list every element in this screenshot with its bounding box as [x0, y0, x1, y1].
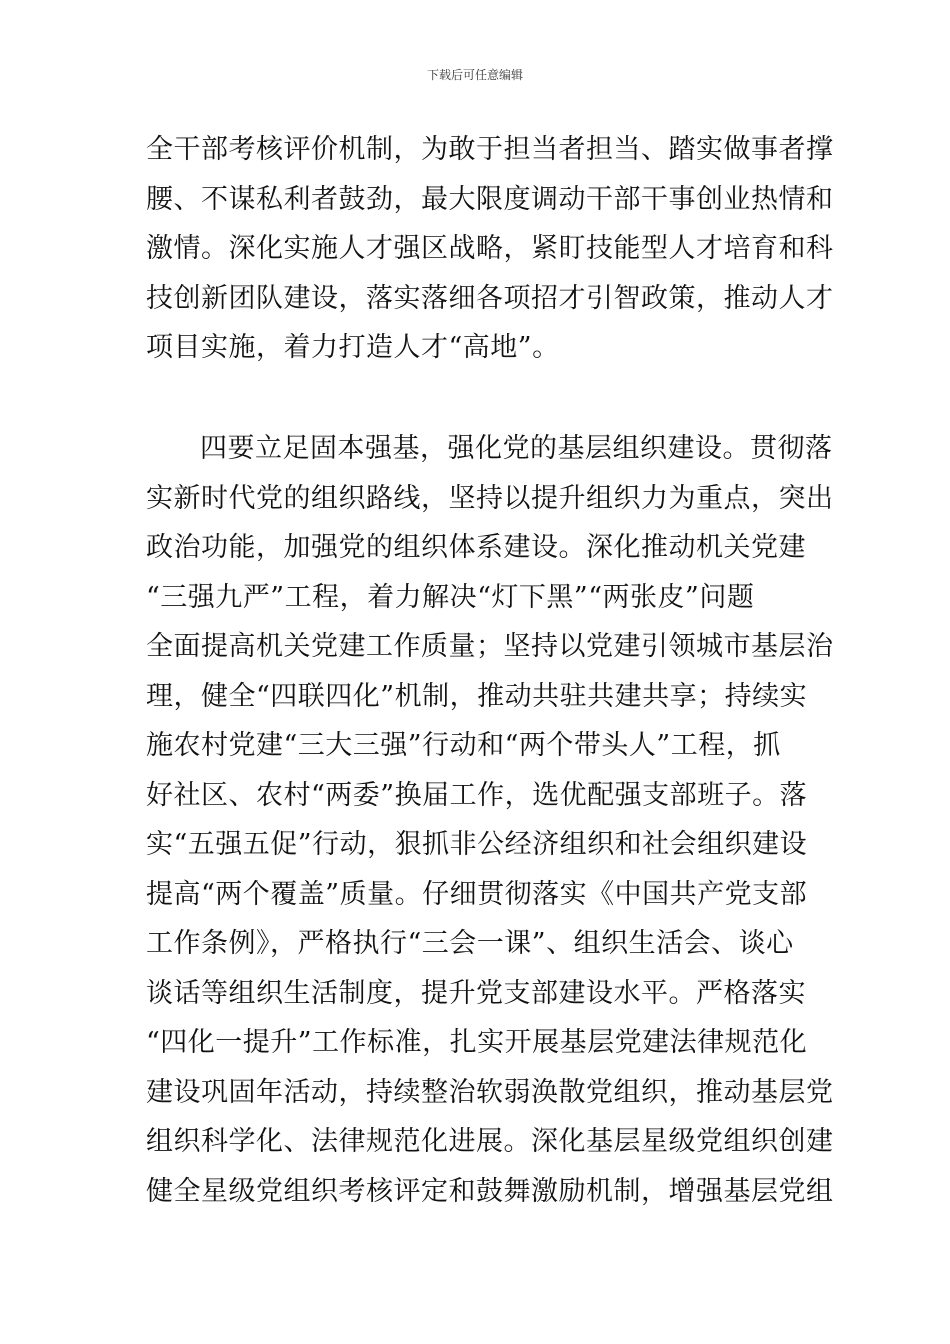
text-line: 建设巩固年活动，持续整治软弱涣散党组织，推动基层党: [146, 1076, 834, 1108]
text-line: 全面提高机关党建工作质量；坚持以党建引领城市基层治: [146, 631, 834, 662]
page-header: 下载后可任意编辑: [426, 68, 523, 82]
text-line: 实新时代党的组织路线，坚持以提升组织力为重点，突出: [146, 482, 834, 514]
text-line: 技创新团队建设，落实落细各项招才引智政策，推动人才: [146, 282, 834, 314]
text-line: “三强九严”工程，着力解决“灯下黑”“两张皮”问题: [146, 581, 755, 613]
text-line: 好社区、农村“两委”换届工作，选优配强支部班子。落: [146, 779, 808, 811]
text-line: 提高“两个覆盖”质量。仔细贯彻落实《中国共产党支部: [146, 878, 808, 910]
text-line: 健全星级党组织考核评定和鼓舞激励机制，增强基层党组: [146, 1175, 834, 1207]
text-line: 组织科学化、法律规范化进展。深化基层星级党组织创建: [146, 1126, 834, 1157]
text-line: 政治功能，加强党的组织体系建设。深化推动机关党建: [146, 532, 806, 563]
text-line: 工作条例》，严格执行“三会一课”、组织生活会、谈心: [146, 928, 794, 959]
text-line: 四要立足固本强基，强化党的基层组织建设。贯彻落: [200, 433, 833, 464]
text-line: 实“五强五促”行动，狠抓非公经济组织和社会组织建设: [146, 829, 808, 860]
text-line: 腰、不谋私利者鼓劲，最大限度调动干部干事创业热情和: [146, 183, 834, 215]
text-line: 谈话等组织生活制度，提升党支部建设水平。严格落实: [146, 977, 806, 1009]
text-line: 激情。深化实施人才强区战略，紧盯技能型人才培育和科: [146, 233, 834, 264]
text-line: 项目实施，着力打造人才“高地”。: [146, 332, 560, 363]
text-line: 施农村党建“三大三强”行动和“两个带头人”工程，抓: [146, 730, 781, 761]
text-line: 理，健全“四联四化”机制，推动共驻共建共享；持续实: [146, 680, 808, 712]
paragraph-1: [146, 125, 834, 373]
text-line: 全干部考核评价机制，为敢于担当者担当、踏实做事者撑: [146, 134, 834, 165]
paragraph-2: [146, 424, 834, 1216]
text-line: “四化一提升”工作标准，扎实开展基层党建法律规范化: [146, 1027, 808, 1058]
